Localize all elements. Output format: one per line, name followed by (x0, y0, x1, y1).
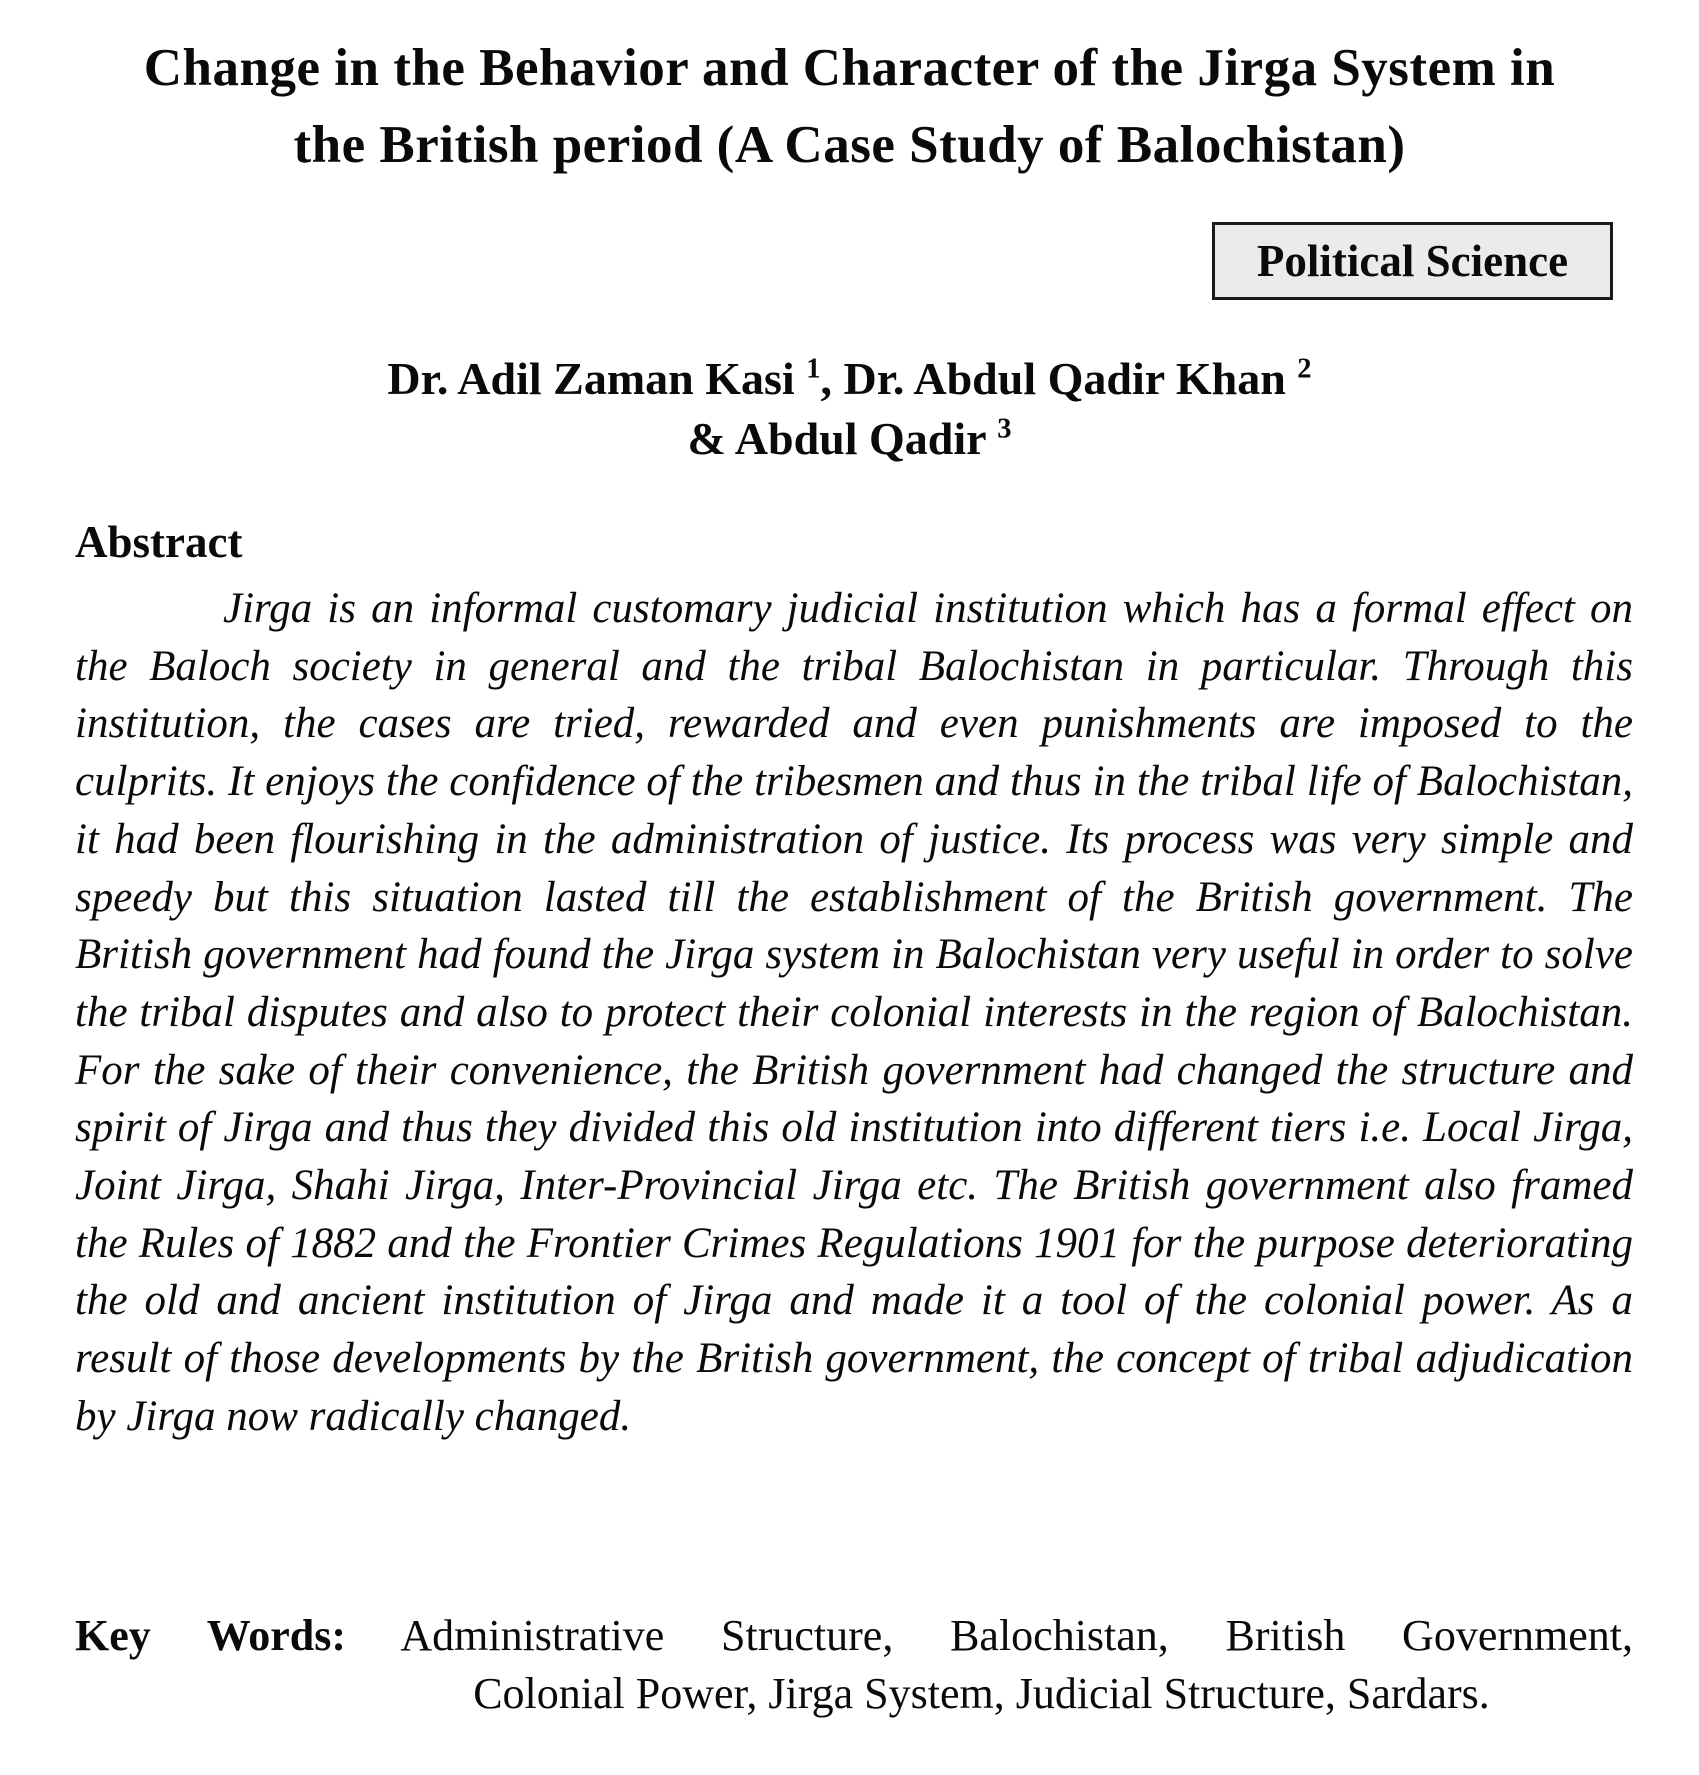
keywords-block (75, 1607, 1633, 1722)
subject-label: Political Science (1256, 236, 1569, 286)
authors-line-1 (0, 349, 1699, 409)
paper-title-line-1: Change in the Behavior and Character of the Jirga System in (143, 39, 1556, 97)
authors-block (0, 349, 1699, 469)
keywords-line-1 (75, 1607, 1633, 1665)
author-name-3: Abdul Qadir (734, 413, 998, 464)
paper-title (0, 30, 1699, 184)
authors-line-2 (0, 409, 1699, 469)
paper-title-line-2: the British period (A Case Study of Balochistan) (293, 116, 1406, 174)
keywords-label: Key Words: (75, 1611, 347, 1660)
author-affiliation-sup-1: 1 (806, 353, 821, 385)
author-name-1: Dr. Adil Zaman Kasi (387, 353, 807, 404)
author-affiliation-sup-2: 2 (1297, 353, 1312, 385)
keywords-line-2: Colonial Power, Jirga System, Judicial Structure, Sardars. (473, 1668, 1490, 1718)
keywords-line-1-text: Administrative Structure, Balochistan, British Government, (346, 1611, 1633, 1660)
authors-separator: , (820, 353, 844, 404)
subject-badge (1212, 222, 1613, 300)
authors-ampersand: & (687, 413, 735, 464)
author-affiliation-sup-3: 3 (997, 413, 1012, 445)
abstract-heading: Abstract (75, 517, 243, 567)
author-name-2: Dr. Abdul Qadir Khan (843, 353, 1298, 404)
abstract-paragraph: Jirga is an informal customary judicial institution which has a formal effect on the Baloch society in general and the tribal Balochistan in particular. Through this institution, the cases are tried, rewarded and even punishments are imposed to the culprits. It enjoys the confidence of the tribesmen and thus in the tribal life of Balochistan, it had been flourishing in the administration of justice. Its process was very simple and speedy but this situation lasted till the establishment of the British government. The British government had found the Jirga system in Balochistan very useful in order to solve the tribal disputes and also to protect their colonial interests in the region of Balochistan. For the sake of their convenience, the British government had changed the structure and spirit of Jirga and thus they divided this old institution into different tiers i.e. Local Jirga, Joint Jirga, Shahi Jirga, Inter-Provincial Jirga etc. The British government also framed the Rules of 1882 and the Frontier Crimes Regulations 1901 for the purpose deteriorating the old and ancient institution of Jirga and made it a tool of the colonial power. As a result of those developments by the British government, the concept of tribal adjudication by Jirga now radically changed. (75, 585, 1633, 1440)
